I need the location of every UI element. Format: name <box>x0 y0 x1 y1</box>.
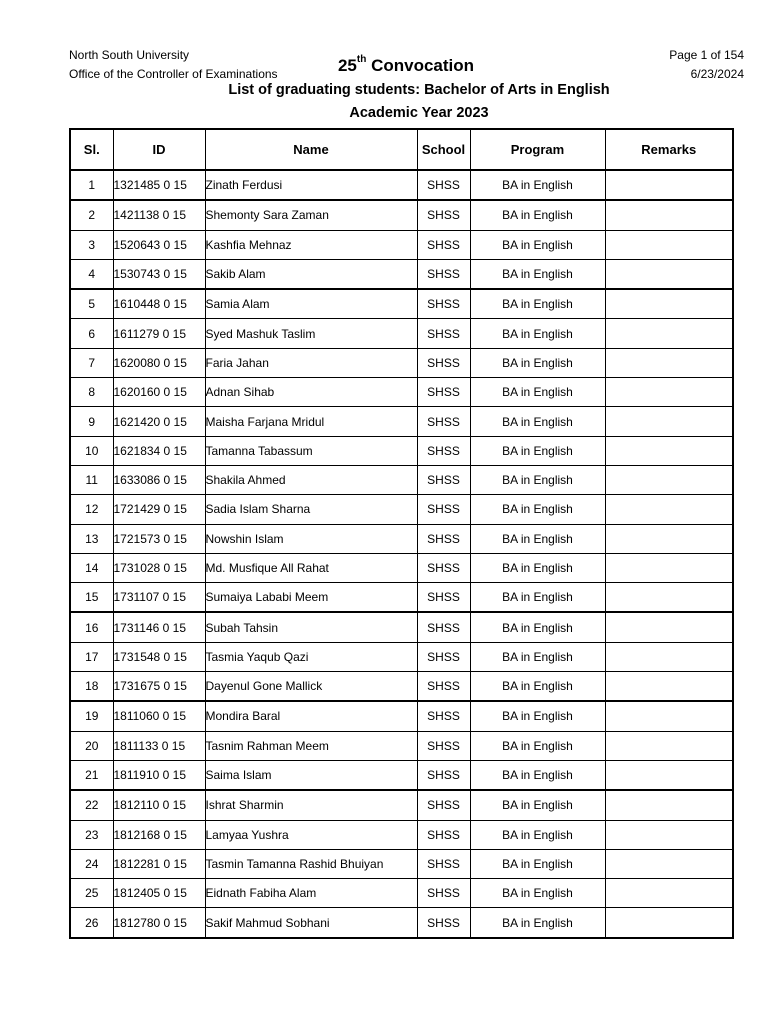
row-school: SHSS <box>417 790 470 820</box>
row-program: BA in English <box>470 289 605 319</box>
row-program: BA in English <box>470 553 605 582</box>
row-student-name: Tasnim Rahman Meem <box>205 731 417 760</box>
row-student-id: 1811910 0 15 <box>113 760 205 790</box>
row-student-name: Saima Islam <box>205 760 417 790</box>
row-remarks <box>605 908 733 938</box>
row-program: BA in English <box>470 820 605 849</box>
row-student-id: 1812110 0 15 <box>113 790 205 820</box>
row-student-name: Shemonty Sara Zaman <box>205 200 417 230</box>
row-student-name: Kashfia Mehnaz <box>205 230 417 259</box>
row-serial: 22 <box>70 790 113 820</box>
row-student-name: Faria Jahan <box>205 348 417 377</box>
row-serial: 18 <box>70 672 113 702</box>
table-row <box>70 790 733 820</box>
table-row <box>70 731 733 760</box>
row-program: BA in English <box>470 583 605 613</box>
row-program: BA in English <box>470 612 605 642</box>
row-school: SHSS <box>417 200 470 230</box>
row-student-name: Md. Musfique All Rahat <box>205 553 417 582</box>
academic-year: Academic Year 2023 <box>349 105 489 121</box>
row-student-id: 1610448 0 15 <box>113 289 205 319</box>
row-school: SHSS <box>417 289 470 319</box>
row-school: SHSS <box>417 908 470 938</box>
row-program: BA in English <box>470 701 605 731</box>
row-serial: 19 <box>70 701 113 731</box>
table-row <box>70 170 733 200</box>
page-number: Page 1 of 154 <box>669 48 744 62</box>
table-row <box>70 200 733 230</box>
row-remarks <box>605 731 733 760</box>
row-serial: 9 <box>70 407 113 436</box>
row-remarks <box>605 820 733 849</box>
table-row <box>70 348 733 377</box>
row-remarks <box>605 230 733 259</box>
row-student-id: 1811133 0 15 <box>113 731 205 760</box>
office-name: Office of the Controller of Examinations <box>69 67 278 81</box>
row-remarks <box>605 524 733 553</box>
row-student-id: 1812168 0 15 <box>113 820 205 849</box>
row-serial: 26 <box>70 908 113 938</box>
row-school: SHSS <box>417 642 470 671</box>
row-remarks <box>605 701 733 731</box>
row-program: BA in English <box>470 731 605 760</box>
row-student-id: 1421138 0 15 <box>113 200 205 230</box>
row-student-name: Shakila Ahmed <box>205 465 417 494</box>
row-serial: 7 <box>70 348 113 377</box>
university-name: North South University <box>69 48 190 62</box>
list-title: List of graduating students: Bachelor of Arts in English <box>228 82 610 98</box>
row-school: SHSS <box>417 407 470 436</box>
row-remarks <box>605 259 733 289</box>
row-remarks <box>605 495 733 524</box>
row-remarks <box>605 612 733 642</box>
row-serial: 12 <box>70 495 113 524</box>
row-serial: 20 <box>70 731 113 760</box>
table-row <box>70 553 733 582</box>
row-school: SHSS <box>417 230 470 259</box>
row-serial: 6 <box>70 319 113 348</box>
column-header-sl: Sl. <box>70 129 113 170</box>
row-student-id: 1731548 0 15 <box>113 642 205 671</box>
row-student-name: Eidnath Fabiha Alam <box>205 879 417 908</box>
row-remarks <box>605 583 733 613</box>
row-school: SHSS <box>417 879 470 908</box>
row-serial: 21 <box>70 760 113 790</box>
row-serial: 16 <box>70 612 113 642</box>
row-school: SHSS <box>417 820 470 849</box>
row-serial: 15 <box>70 583 113 613</box>
row-student-id: 1520643 0 15 <box>113 230 205 259</box>
table-row <box>70 319 733 348</box>
table-row <box>70 289 733 319</box>
row-student-name: Tasmin Tamanna Rashid Bhuiyan <box>205 849 417 878</box>
column-header-remarks: Remarks <box>605 129 733 170</box>
table-header-row <box>70 129 733 170</box>
row-student-id: 1812405 0 15 <box>113 879 205 908</box>
table-row <box>70 230 733 259</box>
row-program: BA in English <box>470 259 605 289</box>
row-remarks <box>605 642 733 671</box>
row-remarks <box>605 170 733 200</box>
row-school: SHSS <box>417 849 470 878</box>
table-row <box>70 465 733 494</box>
table-row <box>70 378 733 407</box>
row-student-id: 1812780 0 15 <box>113 908 205 938</box>
column-header-name: Name <box>205 129 417 170</box>
row-student-name: Ishrat Sharmin <box>205 790 417 820</box>
row-program: BA in English <box>470 642 605 671</box>
row-program: BA in English <box>470 170 605 200</box>
row-remarks <box>605 879 733 908</box>
row-remarks <box>605 465 733 494</box>
row-serial: 8 <box>70 378 113 407</box>
row-student-id: 1621834 0 15 <box>113 436 205 465</box>
row-program: BA in English <box>470 378 605 407</box>
row-student-name: Sakib Alam <box>205 259 417 289</box>
table-row <box>70 642 733 671</box>
row-remarks <box>605 378 733 407</box>
row-serial: 23 <box>70 820 113 849</box>
row-student-id: 1620160 0 15 <box>113 378 205 407</box>
row-school: SHSS <box>417 170 470 200</box>
row-serial: 5 <box>70 289 113 319</box>
row-remarks <box>605 407 733 436</box>
row-program: BA in English <box>470 790 605 820</box>
row-remarks <box>605 760 733 790</box>
row-student-name: Adnan Sihab <box>205 378 417 407</box>
row-program: BA in English <box>470 908 605 938</box>
table-row <box>70 908 733 938</box>
column-header-id: ID <box>113 129 205 170</box>
row-school: SHSS <box>417 524 470 553</box>
row-student-id: 1811060 0 15 <box>113 701 205 731</box>
row-school: SHSS <box>417 672 470 702</box>
row-program: BA in English <box>470 524 605 553</box>
row-remarks <box>605 436 733 465</box>
convocation-title <box>0 56 768 76</box>
row-school: SHSS <box>417 259 470 289</box>
row-student-name: Maisha Farjana Mridul <box>205 407 417 436</box>
row-serial: 17 <box>70 642 113 671</box>
row-remarks <box>605 790 733 820</box>
row-remarks <box>605 849 733 878</box>
row-remarks <box>605 348 733 377</box>
row-student-name: Mondira Baral <box>205 701 417 731</box>
row-student-id: 1731028 0 15 <box>113 553 205 582</box>
table-row <box>70 436 733 465</box>
row-serial: 2 <box>70 200 113 230</box>
row-serial: 24 <box>70 849 113 878</box>
table-row <box>70 407 733 436</box>
table-row <box>70 701 733 731</box>
row-serial: 11 <box>70 465 113 494</box>
row-student-id: 1530743 0 15 <box>113 259 205 289</box>
row-school: SHSS <box>417 348 470 377</box>
row-serial: 1 <box>70 170 113 200</box>
row-school: SHSS <box>417 378 470 407</box>
row-remarks <box>605 289 733 319</box>
row-student-id: 1731146 0 15 <box>113 612 205 642</box>
table-row <box>70 524 733 553</box>
row-serial: 3 <box>70 230 113 259</box>
row-student-name: Tamanna Tabassum <box>205 436 417 465</box>
convocation-number: 25 <box>337 56 357 75</box>
row-student-id: 1731107 0 15 <box>113 583 205 613</box>
row-remarks <box>605 319 733 348</box>
row-school: SHSS <box>417 495 470 524</box>
row-program: BA in English <box>470 436 605 465</box>
row-program: BA in English <box>470 319 605 348</box>
row-student-id: 1633086 0 15 <box>113 465 205 494</box>
row-student-id: 1321485 0 15 <box>113 170 205 200</box>
table-row <box>70 583 733 613</box>
row-student-name: Zinath Ferdusi <box>205 170 417 200</box>
row-student-name: Sumaiya Lababi Meem <box>205 583 417 613</box>
row-school: SHSS <box>417 319 470 348</box>
table-row <box>70 820 733 849</box>
row-program: BA in English <box>470 230 605 259</box>
table-row <box>70 612 733 642</box>
row-program: BA in English <box>470 495 605 524</box>
row-school: SHSS <box>417 553 470 582</box>
convocation-word: Convocation <box>371 56 475 75</box>
table-row <box>70 879 733 908</box>
row-student-id: 1721573 0 15 <box>113 524 205 553</box>
row-remarks <box>605 672 733 702</box>
row-school: SHSS <box>417 436 470 465</box>
table-row <box>70 760 733 790</box>
row-program: BA in English <box>470 879 605 908</box>
table-row <box>70 259 733 289</box>
row-student-id: 1721429 0 15 <box>113 495 205 524</box>
convocation-suffix: th <box>356 54 367 66</box>
row-student-name: Syed Mashuk Taslim <box>205 319 417 348</box>
table-row <box>70 849 733 878</box>
row-student-id: 1620080 0 15 <box>113 348 205 377</box>
row-student-name: Nowshin Islam <box>205 524 417 553</box>
row-student-name: Lamyaa Yushra <box>205 820 417 849</box>
row-school: SHSS <box>417 731 470 760</box>
table-row <box>70 672 733 702</box>
row-student-name: Sakif Mahmud Sobhani <box>205 908 417 938</box>
row-school: SHSS <box>417 612 470 642</box>
row-serial: 10 <box>70 436 113 465</box>
row-student-name: Tasmia Yaqub Qazi <box>205 642 417 671</box>
row-student-name: Dayenul Gone Mallick <box>205 672 417 702</box>
row-remarks <box>605 553 733 582</box>
row-remarks <box>605 200 733 230</box>
column-header-school: School <box>417 129 470 170</box>
row-school: SHSS <box>417 583 470 613</box>
row-program: BA in English <box>470 200 605 230</box>
row-serial: 25 <box>70 879 113 908</box>
row-serial: 14 <box>70 553 113 582</box>
row-student-id: 1731675 0 15 <box>113 672 205 702</box>
row-student-id: 1611279 0 15 <box>113 319 205 348</box>
row-student-id: 1621420 0 15 <box>113 407 205 436</box>
row-student-name: Sadia Islam Sharna <box>205 495 417 524</box>
row-school: SHSS <box>417 701 470 731</box>
graduates-table <box>69 128 734 939</box>
row-student-id: 1812281 0 15 <box>113 849 205 878</box>
row-student-name: Samia Alam <box>205 289 417 319</box>
row-serial: 4 <box>70 259 113 289</box>
row-program: BA in English <box>470 348 605 377</box>
row-program: BA in English <box>470 672 605 702</box>
table-row <box>70 495 733 524</box>
row-student-name: Subah Tahsin <box>205 612 417 642</box>
report-date: 6/23/2024 <box>690 67 744 81</box>
row-program: BA in English <box>470 760 605 790</box>
row-program: BA in English <box>470 849 605 878</box>
row-program: BA in English <box>470 465 605 494</box>
row-school: SHSS <box>417 760 470 790</box>
row-program: BA in English <box>470 407 605 436</box>
row-school: SHSS <box>417 465 470 494</box>
column-header-program: Program <box>470 129 605 170</box>
table-body <box>70 170 733 938</box>
row-serial: 13 <box>70 524 113 553</box>
